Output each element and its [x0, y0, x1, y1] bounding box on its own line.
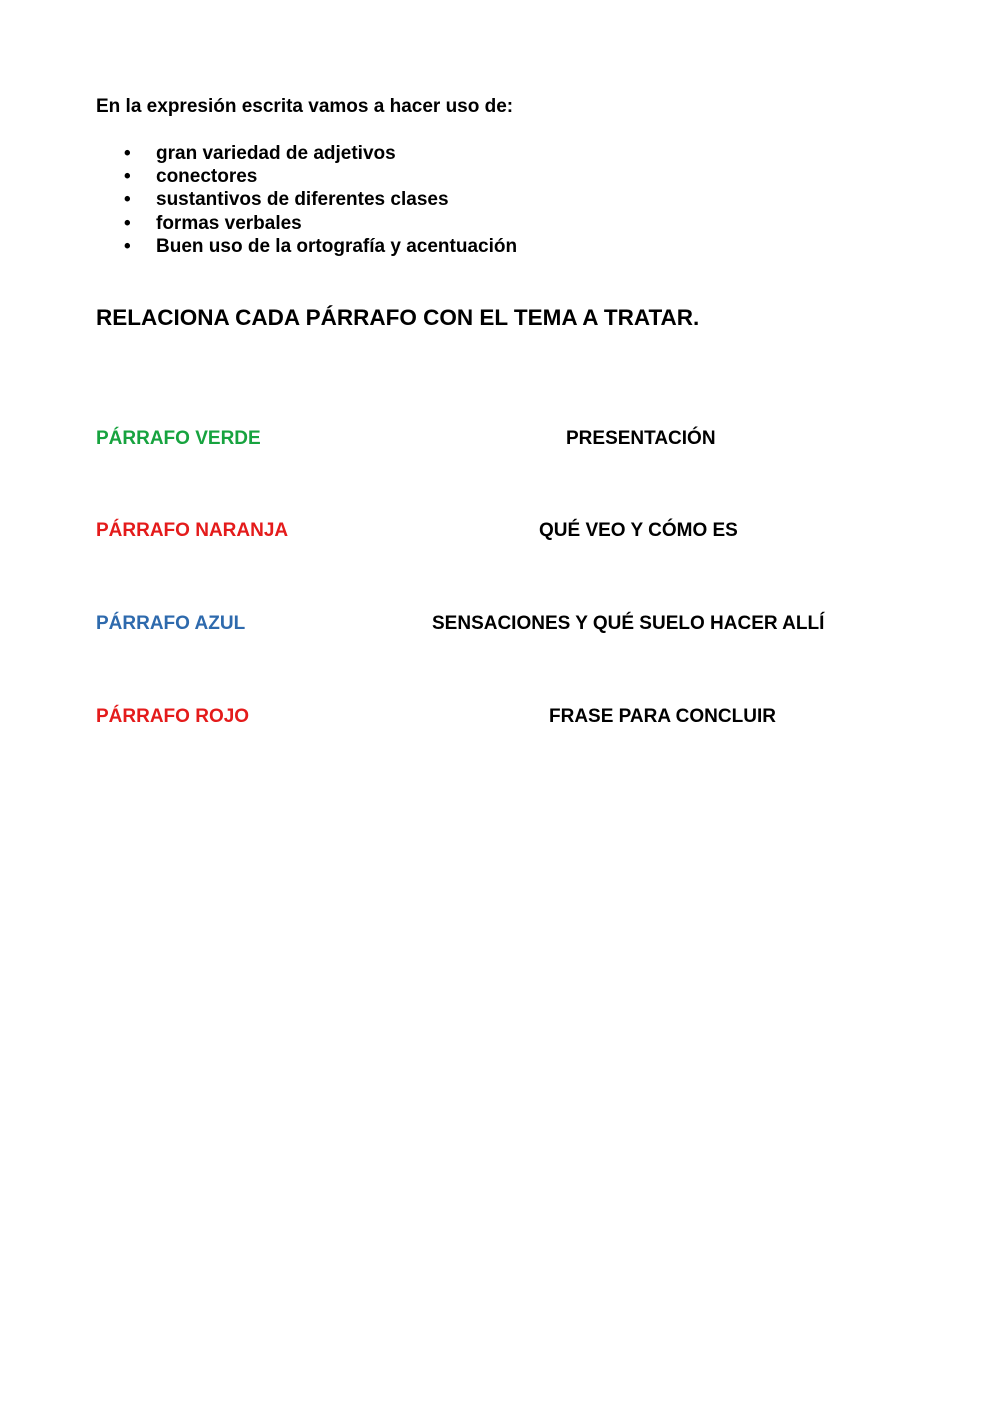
paragraph-label-rojo[interactable]: PÁRRAFO ROJO	[96, 706, 250, 727]
list-item-text: formas verbales	[156, 212, 302, 234]
paragraph-label-naranja[interactable]: PÁRRAFO NARANJA	[96, 520, 289, 541]
bullet-icon: •	[124, 212, 131, 234]
list-item-text: Buen uso de la ortografía y acentuación	[156, 235, 518, 257]
topic-presentacion[interactable]: PRESENTACIÓN	[566, 428, 716, 449]
bullet-icon: •	[124, 235, 131, 257]
intro-text: En la expresión escrita vamos a hacer uso de:	[96, 96, 514, 117]
topic-sensaciones[interactable]: SENSACIONES Y QUÉ SUELO HACER ALLÍ	[432, 613, 825, 634]
paragraph-label-azul[interactable]: PÁRRAFO AZUL	[96, 613, 246, 634]
topic-que-veo[interactable]: QUÉ VEO Y CÓMO ES	[539, 520, 738, 541]
bullet-icon: •	[124, 143, 131, 164]
bullet-icon: •	[124, 166, 131, 188]
topic-frase-concluir[interactable]: FRASE PARA CONCLUIR	[549, 706, 776, 727]
instruction-heading: RELACIONA CADA PÁRRAFO CON EL TEMA A TRATAR.	[96, 305, 700, 330]
list-item-text: sustantivos de diferentes clases	[156, 189, 449, 211]
list-item-text: gran variedad de adjetivos	[156, 143, 396, 164]
paragraph-label-verde[interactable]: PÁRRAFO VERDE	[96, 428, 261, 449]
list-item-text: conectores	[156, 166, 258, 188]
bullet-icon: •	[124, 189, 131, 211]
